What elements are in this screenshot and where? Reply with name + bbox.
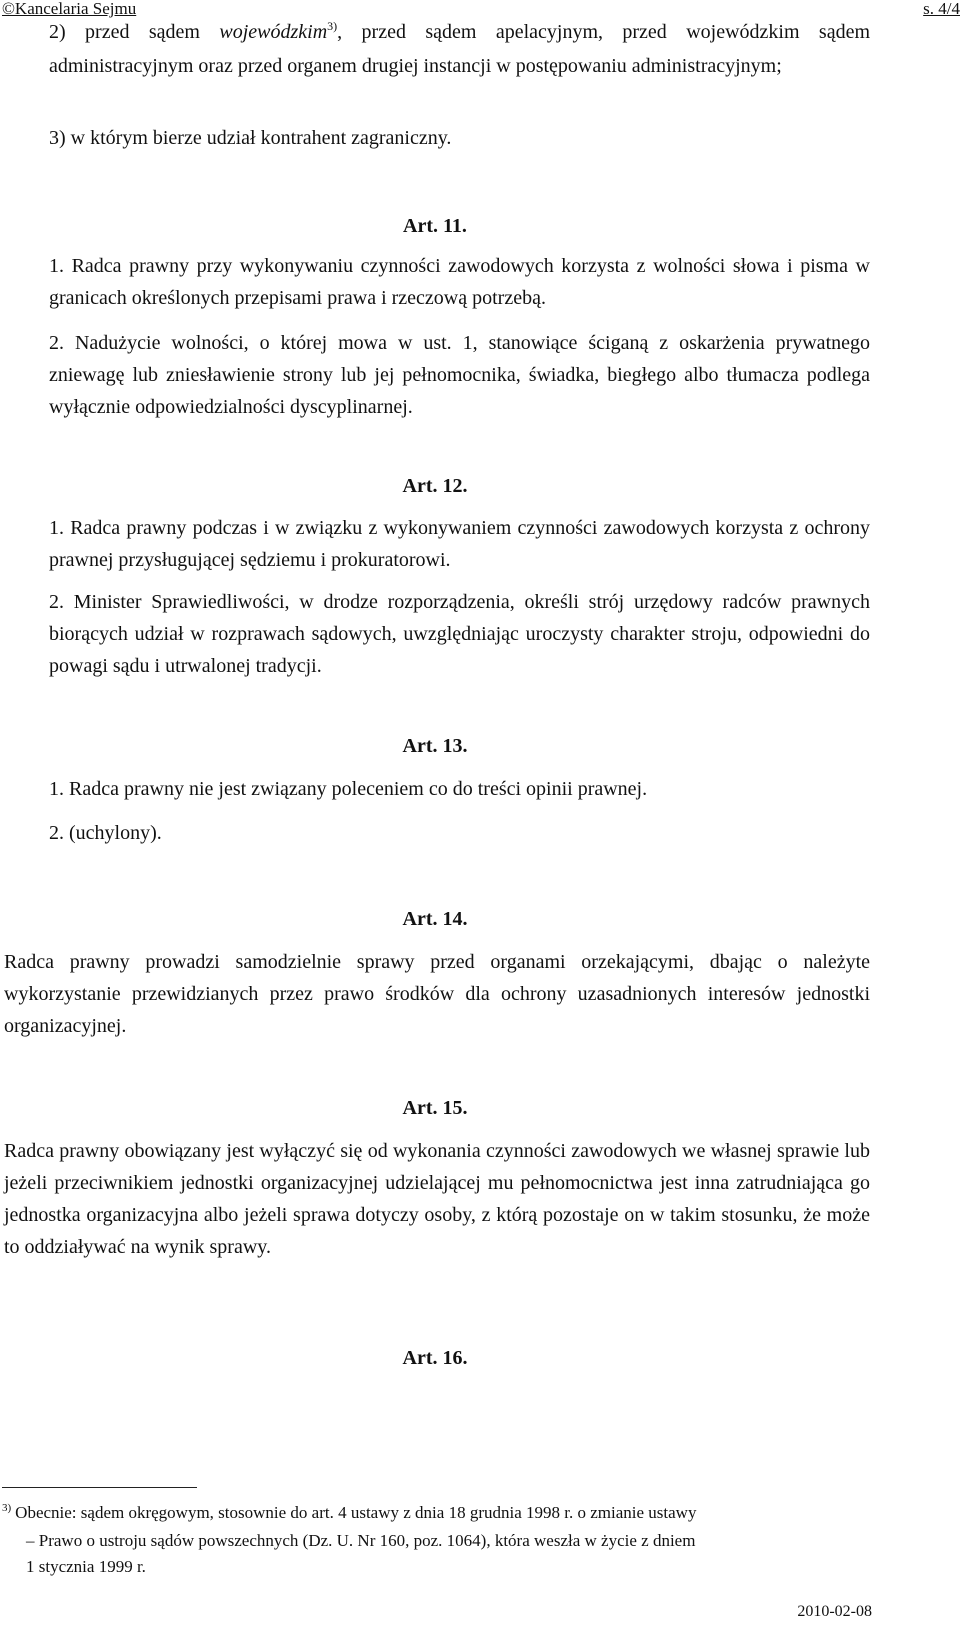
article-13-heading: Art. 13. — [402, 735, 468, 757]
footnote-line-2: – Prawo o ustroju sądów powszechnych (Dz. U. Nr 160, poz. 1064), która weszła w życie z dniem — [26, 1531, 696, 1550]
article-12-paragraph-1: 1. Radca prawny podczas i w związku z wykonywaniem czynności zawodowych korzysta z ochrony prawnej przysługującej sędziemu i prokuratorowi. — [49, 517, 870, 571]
article-13-paragraph-2: 2. (uchylony). — [49, 822, 162, 844]
paragraph-item-2 — [49, 16, 870, 82]
footnote-reference: 3) — [327, 19, 338, 33]
article-15-paragraph: Radca prawny obowiązany jest wyłączyć się od wykonania czynności zawodowych we własnej sprawie lub jeżeli przeciwnikiem jednostki organizacyjnej udzielającej mu pełnomocnictwa jest inna zatrudniająca go jednostka organizacyjna albo jeżeli sprawa dotyczy osoby, z którą pozostaje on w takim stosunku, że może to oddziaływać na wynik sprawy. — [4, 1140, 870, 1258]
article-14-paragraph: Radca prawny prowadzi samodzielnie sprawy przed organami orzekającymi, dbając o należyte wykorzystanie przewidzianych przez prawo środków dla ochrony uzasadnionych interesów jednostki organizacyjnej. — [4, 951, 870, 1037]
header-page-number: s. 4/4 — [923, 0, 960, 18]
paragraph-item-3: 3) w którym bierze udział kontrahent zagraniczny. — [49, 127, 452, 149]
header-publisher: ©Kancelaria Sejmu — [2, 0, 137, 18]
article-11-heading: Art. 11. — [403, 215, 467, 237]
article-12-paragraph-2: 2. Minister Sprawiedliwości, w drodze rozporządzenia, określi strój urzędowy radców prawnych biorących udział w rozprawach sądowych, uwzględniając uroczysty charakter stroju, odpowiedni do powagi sądu i utrwalonej tradycji. — [49, 591, 870, 677]
footnote-separator — [2, 1487, 197, 1488]
footnote-line-1: Obecnie: sądem okręgowym, stosownie do art. 4 ustawy z dnia 18 grudnia 1998 r. o zmianie ustawy — [15, 1503, 697, 1522]
item-2-text-a: 2) przed sądem — [49, 21, 220, 43]
item-2-text-b: , przed sądem apelacyjnym, przed wojewódzkim sądem administracyjnym oraz przed organem drugiej instancji w postępowaniu administracyjnym; — [49, 21, 870, 77]
article-16-heading: Art. 16. — [402, 1347, 468, 1369]
article-11-paragraph-1: 1. Radca prawny przy wykonywaniu czynności zawodowych korzysta z wolności słowa i pisma w granicach określonych przepisami prawa i rzeczową potrzebą. — [49, 255, 870, 309]
article-13-paragraph-1: 1. Radca prawny nie jest związany poleceniem co do treści opinii prawnej. — [49, 778, 648, 800]
footnote — [2, 1500, 870, 1580]
footnote-mark: 3) — [2, 1502, 12, 1514]
item-2-italic-term: wojewódzkim — [219, 21, 328, 43]
article-15-heading: Art. 15. — [402, 1097, 468, 1119]
footnote-line-3: 1 stycznia 1999 r. — [26, 1557, 146, 1576]
document-date: 2010-02-08 — [797, 1603, 872, 1620]
article-12-heading: Art. 12. — [402, 475, 468, 497]
article-11-paragraph-2: 2. Nadużycie wolności, o której mowa w ust. 1, stanowiące ściganą z oskarżenia prywatnego zniewagę lub zniesławienie strony lub jej pełnomocnika, świadka, biegłego albo tłumacza podlega wyłącznie odpowiedzialności dyscyplinarnej. — [49, 332, 870, 418]
article-14-heading: Art. 14. — [402, 908, 468, 930]
